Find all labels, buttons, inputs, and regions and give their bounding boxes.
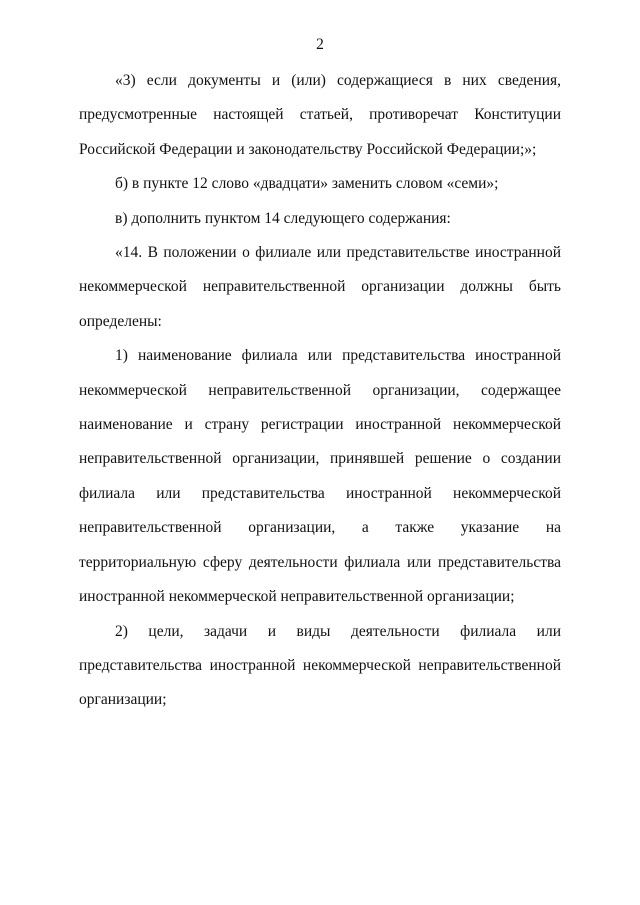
paragraph-item-b: б) в пункте 12 слово «двадцати» заменить словом «семи»; — [115, 175, 499, 193]
paragraph-amendment-item-3: «3) если документы и (или) содержащиеся в них сведения, предусмотренные настоящей статьей, противоречат Конституции Российской Федерации и законодательству Российской Федерации;»; — [79, 72, 561, 158]
page-number: 2 — [316, 36, 324, 53]
paragraph-point-14: «14. В положении о филиале или представительстве иностранной некоммерческой неправительственной организации должны быть определены: — [79, 244, 561, 330]
paragraph-item-v: в) дополнить пунктом 14 следующего содержания: — [115, 209, 451, 227]
paragraph-subitem-1: 1) наименование филиала или представительства иностранной некоммерческой неправительственной организации, содержащее наименование и страну регистрации иностранной некоммерческой неправительственной организации, принявшей решение о создании филиала или представительства иностранной некоммерческой неправительственной организации, а также указание на территориальную сферу деятельности филиала или представительства иностранной некоммерческой неправительственной организации; — [79, 347, 561, 606]
paragraph-subitem-2: 2) цели, задачи и виды деятельности филиала или представительства иностранной некоммерческой неправительственной организации; — [79, 622, 561, 709]
document-body — [79, 64, 561, 718]
